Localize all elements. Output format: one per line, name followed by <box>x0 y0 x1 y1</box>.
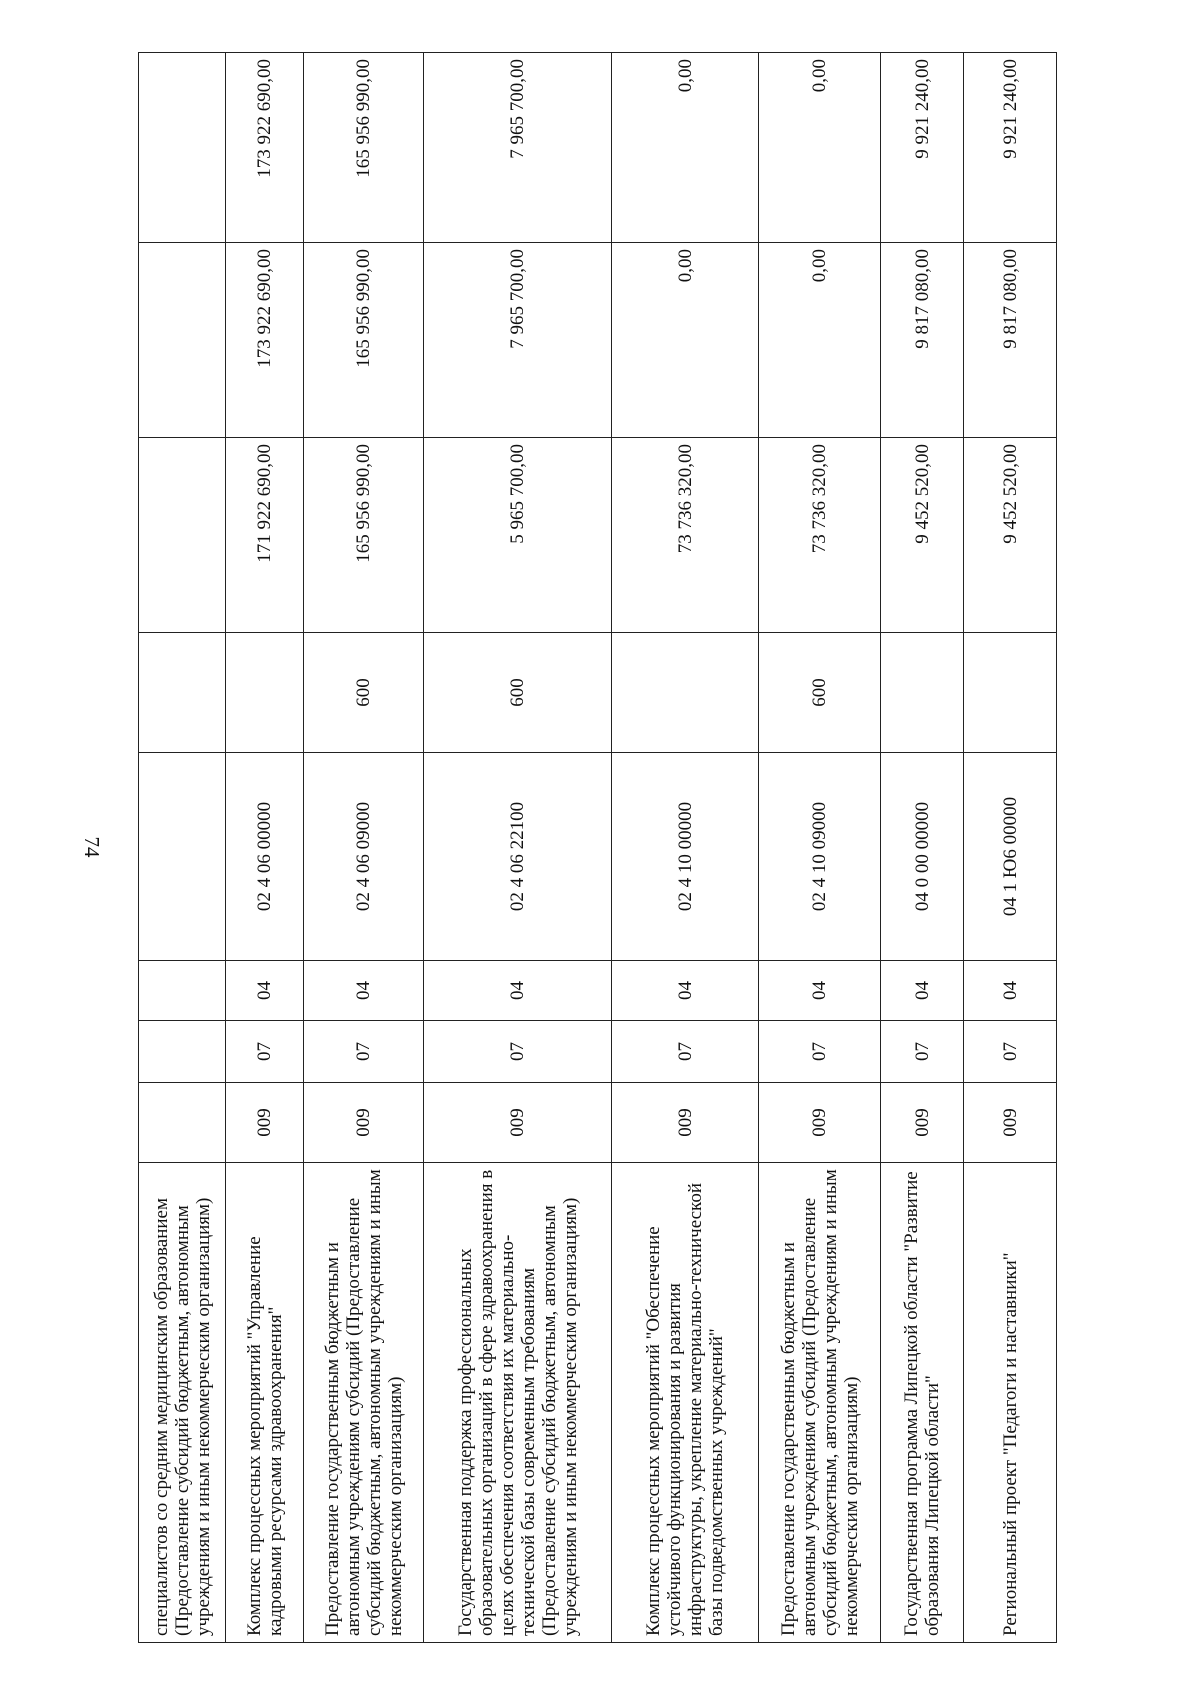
sum-year-3: 9 921 240,00 <box>964 53 1057 243</box>
sum-year-2: 0,00 <box>612 243 759 438</box>
row-name: Государственная программа Липецкой области "Развитие образования Липецкой области" <box>881 1163 964 1643</box>
sum-year-2: 7 965 700,00 <box>424 243 612 438</box>
budget-table <box>138 52 1057 1643</box>
table-row <box>964 53 1057 1643</box>
sum-year-1: 73 736 320,00 <box>612 438 759 633</box>
table-row <box>759 53 881 1643</box>
admin-code: 009 <box>612 1083 759 1163</box>
admin-code: 009 <box>759 1083 881 1163</box>
sum-year-3: 165 956 990,00 <box>304 53 424 243</box>
target-article: 02 4 06 00000 <box>226 753 304 961</box>
row-name: Комплекс процессных мероприятий "Обеспечение устойчивого функционирования и развития инфраструктуры, укрепление материально-технической базы подведомственных учреждений" <box>612 1163 759 1643</box>
subsection-code <box>139 961 226 1021</box>
section-code: 07 <box>759 1021 881 1083</box>
row-name: Предоставление государственным бюджетным и автономным учреждениям субсидий (Предоставление субсидий бюджетным, автономным учреждениям и иным некоммерческим организациям) <box>759 1163 881 1643</box>
table-row <box>304 53 424 1643</box>
sum-year-3: 9 921 240,00 <box>881 53 964 243</box>
expense-type <box>964 633 1057 753</box>
sum-year-2 <box>139 243 226 438</box>
sum-year-1: 5 965 700,00 <box>424 438 612 633</box>
admin-code: 009 <box>424 1083 612 1163</box>
sum-year-1: 73 736 320,00 <box>759 438 881 633</box>
sum-year-3: 0,00 <box>759 53 881 243</box>
row-name: Государственная поддержка профессиональных образовательных организаций в сфере здравоохранения в целях обеспечения соответствия их материально-технической базы современным требованиям (Предоставление субсидий бюджетным, автономным учреждениям и иным некоммерческим организациям) <box>424 1163 612 1643</box>
sum-year-1: 165 956 990,00 <box>304 438 424 633</box>
table-row <box>226 53 304 1643</box>
table-row <box>424 53 612 1643</box>
sum-year-3: 173 922 690,00 <box>226 53 304 243</box>
target-article: 04 1 Ю6 00000 <box>964 753 1057 961</box>
admin-code: 009 <box>881 1083 964 1163</box>
subsection-code: 04 <box>964 961 1057 1021</box>
section-code: 07 <box>226 1021 304 1083</box>
row-name: специалистов со средним медицинским образованием (Предоставление субсидий бюджетным, автономным учреждениям и иным некоммерческим организациям) <box>139 1163 226 1643</box>
row-name: Региональный проект "Педагоги и наставники" <box>964 1163 1057 1643</box>
table-row <box>139 53 226 1643</box>
subsection-code: 04 <box>304 961 424 1021</box>
expense-type: 600 <box>424 633 612 753</box>
sum-year-1: 9 452 520,00 <box>881 438 964 633</box>
subsection-code: 04 <box>881 961 964 1021</box>
target-article: 02 4 10 09000 <box>759 753 881 961</box>
sum-year-2: 9 817 080,00 <box>964 243 1057 438</box>
section-code: 07 <box>424 1021 612 1083</box>
table-row <box>881 53 964 1643</box>
sum-year-2: 0,00 <box>759 243 881 438</box>
admin-code <box>139 1083 226 1163</box>
subsection-code: 04 <box>226 961 304 1021</box>
admin-code: 009 <box>304 1083 424 1163</box>
sum-year-2: 165 956 990,00 <box>304 243 424 438</box>
admin-code: 009 <box>226 1083 304 1163</box>
row-name: Предоставление государственным бюджетным и автономным учреждениям субсидий (Предоставление субсидий бюджетным, автономным учреждениям и иным некоммерческим организациям) <box>304 1163 424 1643</box>
budget-table-rotated <box>138 53 1056 1643</box>
target-article: 02 4 06 09000 <box>304 753 424 961</box>
subsection-code: 04 <box>424 961 612 1021</box>
expense-type: 600 <box>759 633 881 753</box>
expense-type <box>881 633 964 753</box>
sum-year-1: 9 452 520,00 <box>964 438 1057 633</box>
page-number: 74 <box>80 836 104 858</box>
section-code: 07 <box>612 1021 759 1083</box>
expense-type: 600 <box>304 633 424 753</box>
expense-type <box>612 633 759 753</box>
admin-code: 009 <box>964 1083 1057 1163</box>
target-article: 04 0 00 00000 <box>881 753 964 961</box>
target-article: 02 4 06 22100 <box>424 753 612 961</box>
sum-year-3: 7 965 700,00 <box>424 53 612 243</box>
sum-year-3: 0,00 <box>612 53 759 243</box>
subsection-code: 04 <box>759 961 881 1021</box>
section-code: 07 <box>304 1021 424 1083</box>
sum-year-1 <box>139 438 226 633</box>
expense-type <box>139 633 226 753</box>
row-name: Комплекс процессных мероприятий "Управление кадровыми ресурсами здравоохранения" <box>226 1163 304 1643</box>
sum-year-2: 9 817 080,00 <box>881 243 964 438</box>
table-row <box>612 53 759 1643</box>
subsection-code: 04 <box>612 961 759 1021</box>
sum-year-1: 171 922 690,00 <box>226 438 304 633</box>
expense-type <box>226 633 304 753</box>
sum-year-2: 173 922 690,00 <box>226 243 304 438</box>
sum-year-3 <box>139 53 226 243</box>
target-article: 02 4 10 00000 <box>612 753 759 961</box>
section-code: 07 <box>881 1021 964 1083</box>
section-code: 07 <box>964 1021 1057 1083</box>
section-code <box>139 1021 226 1083</box>
target-article <box>139 753 226 961</box>
